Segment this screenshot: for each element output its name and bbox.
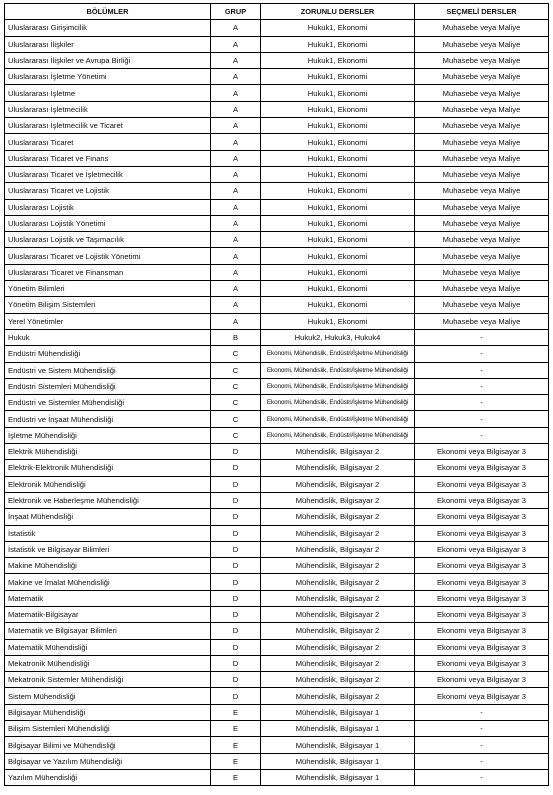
elective-courses-cell: -: [415, 329, 549, 345]
group-cell: E: [211, 721, 261, 737]
department-cell: Yönetim Bilişim Sistemleri: [5, 297, 211, 313]
department-cell: Matematik-Bilgisayar: [5, 606, 211, 622]
group-cell: D: [211, 655, 261, 671]
departments-table: [4, 3, 549, 786]
group-cell: A: [211, 183, 261, 199]
table-row: [5, 704, 549, 720]
department-cell: Uluslararası Ticaret: [5, 134, 211, 150]
group-cell: D: [211, 606, 261, 622]
required-courses-cell: Mühendislik, Bilgisayar 2: [261, 623, 415, 639]
elective-courses-cell: -: [415, 378, 549, 394]
department-cell: Uluslararası Ticaret ve Lojistik: [5, 183, 211, 199]
required-courses-cell: Mühendislik, Bilgisayar 2: [261, 590, 415, 606]
required-courses-cell: Mühendislik, Bilgisayar 1: [261, 721, 415, 737]
required-courses-cell: Hukuk1, Ekonomi: [261, 69, 415, 85]
table-row: [5, 69, 549, 85]
department-cell: Elektronik ve Haberleşme Mühendisliği: [5, 492, 211, 508]
group-cell: A: [211, 215, 261, 231]
elective-courses-cell: Ekonomi veya Bilgisayar 3: [415, 509, 549, 525]
required-courses-cell: Hukuk1, Ekonomi: [261, 199, 415, 215]
department-cell: Matematik: [5, 590, 211, 606]
group-cell: C: [211, 411, 261, 427]
required-courses-cell: Mühendislik, Bilgisayar 2: [261, 541, 415, 557]
table-row: [5, 639, 549, 655]
required-courses-cell: Mühendislik, Bilgisayar 2: [261, 509, 415, 525]
required-courses-cell: Hukuk1, Ekonomi: [261, 101, 415, 117]
group-cell: D: [211, 623, 261, 639]
elective-courses-cell: -: [415, 346, 549, 362]
required-courses-cell: Mühendislik, Bilgisayar 2: [261, 606, 415, 622]
group-cell: D: [211, 672, 261, 688]
elective-courses-cell: Muhasebe veya Maliye: [415, 248, 549, 264]
elective-courses-cell: Ekonomi veya Bilgisayar 3: [415, 672, 549, 688]
table-row: [5, 590, 549, 606]
department-cell: Elektrik-Elektronik Mühendisliği: [5, 460, 211, 476]
group-cell: D: [211, 558, 261, 574]
table-row: [5, 264, 549, 280]
table-row: [5, 101, 549, 117]
group-cell: A: [211, 166, 261, 182]
required-courses-cell: Hukuk1, Ekonomi: [261, 150, 415, 166]
elective-courses-cell: -: [415, 753, 549, 769]
table-row: [5, 558, 549, 574]
required-courses-cell: Ekonomi, Mühendislik, Endüstri/İşletme Mühendisliği: [261, 427, 415, 443]
table-row: [5, 427, 549, 443]
department-cell: Bilgisayar Mühendisliği: [5, 704, 211, 720]
required-courses-cell: Mühendislik, Bilgisayar 1: [261, 737, 415, 753]
required-courses-cell: Mühendislik, Bilgisayar 2: [261, 460, 415, 476]
department-cell: Bilişim Sistemleri Mühendisliği: [5, 721, 211, 737]
department-cell: Sistem Mühendisliği: [5, 688, 211, 704]
table-row: [5, 411, 549, 427]
elective-courses-cell: Ekonomi veya Bilgisayar 3: [415, 525, 549, 541]
department-cell: Endüstri Sistemleri Mühendisliği: [5, 378, 211, 394]
department-cell: Uluslararası Girişimcilik: [5, 20, 211, 36]
table-row: [5, 574, 549, 590]
department-cell: Hukuk: [5, 329, 211, 345]
table-row: [5, 52, 549, 68]
elective-courses-cell: Ekonomi veya Bilgisayar 3: [415, 574, 549, 590]
elective-courses-cell: Muhasebe veya Maliye: [415, 118, 549, 134]
group-cell: D: [211, 444, 261, 460]
table-row: [5, 769, 549, 785]
group-cell: A: [211, 150, 261, 166]
group-cell: D: [211, 460, 261, 476]
group-cell: A: [211, 313, 261, 329]
elective-courses-cell: Muhasebe veya Maliye: [415, 20, 549, 36]
required-courses-cell: Mühendislik, Bilgisayar 2: [261, 655, 415, 671]
group-cell: A: [211, 281, 261, 297]
elective-courses-cell: Muhasebe veya Maliye: [415, 232, 549, 248]
table-row: [5, 525, 549, 541]
table-body: [5, 20, 549, 786]
table-row: [5, 672, 549, 688]
elective-courses-cell: Ekonomi veya Bilgisayar 3: [415, 590, 549, 606]
table-row: [5, 248, 549, 264]
department-cell: Matematik ve Bilgisayar Bilimleri: [5, 623, 211, 639]
required-courses-cell: Ekonomi, Mühendislik, Endüstri/İşletme Mühendisliği: [261, 411, 415, 427]
table-row: [5, 655, 549, 671]
table-row: [5, 36, 549, 52]
required-courses-cell: Ekonomi, Mühendislik, Endüstri/İşletme Mühendisliği: [261, 362, 415, 378]
elective-courses-cell: Ekonomi veya Bilgisayar 3: [415, 444, 549, 460]
department-cell: Uluslararası İşletmecilik ve Ticaret: [5, 118, 211, 134]
group-cell: A: [211, 36, 261, 52]
department-cell: Bilgisayar Bilimi ve Mühendisliği: [5, 737, 211, 753]
required-courses-cell: Mühendislik, Bilgisayar 1: [261, 704, 415, 720]
department-cell: Uluslararası Ticaret ve Finans: [5, 150, 211, 166]
department-cell: Mekatronik Mühendisliği: [5, 655, 211, 671]
elective-courses-cell: Muhasebe veya Maliye: [415, 281, 549, 297]
group-cell: A: [211, 264, 261, 280]
department-cell: Makine ve İmalat Mühendisliği: [5, 574, 211, 590]
department-cell: Endüstri ve Sistemler Mühendisliği: [5, 395, 211, 411]
required-courses-cell: Mühendislik, Bilgisayar 2: [261, 476, 415, 492]
required-courses-cell: Ekonomi, Mühendislik, Endüstri/İşletme Mühendisliği: [261, 395, 415, 411]
table-row: [5, 688, 549, 704]
header-secmeli-dersler: SEÇMELİ DERSLER: [415, 4, 549, 20]
department-cell: Matematik Mühendisliği: [5, 639, 211, 655]
table-row: [5, 444, 549, 460]
department-cell: Yazılım Mühendisliği: [5, 769, 211, 785]
department-cell: Uluslararası Ticaret ve Finansman: [5, 264, 211, 280]
elective-courses-cell: Ekonomi veya Bilgisayar 3: [415, 688, 549, 704]
required-courses-cell: Mühendislik, Bilgisayar 2: [261, 688, 415, 704]
elective-courses-cell: Muhasebe veya Maliye: [415, 215, 549, 231]
group-cell: D: [211, 574, 261, 590]
department-cell: Yönetim Bilimleri: [5, 281, 211, 297]
table-row: [5, 346, 549, 362]
elective-courses-cell: Muhasebe veya Maliye: [415, 264, 549, 280]
table-row: [5, 215, 549, 231]
table-row: [5, 329, 549, 345]
department-cell: Uluslararası Lojistik ve Taşımacılık: [5, 232, 211, 248]
table-row: [5, 541, 549, 557]
header-grup: GRUP: [211, 4, 261, 20]
department-cell: Uluslararası İşletmecilik: [5, 101, 211, 117]
table-row: [5, 378, 549, 394]
group-cell: D: [211, 639, 261, 655]
department-cell: İnşaat Mühendisliği: [5, 509, 211, 525]
group-cell: D: [211, 509, 261, 525]
group-cell: A: [211, 101, 261, 117]
table-row: [5, 166, 549, 182]
table-row: [5, 281, 549, 297]
elective-courses-cell: -: [415, 769, 549, 785]
group-cell: A: [211, 85, 261, 101]
department-cell: Endüstri ve İnşaat Mühendisliği: [5, 411, 211, 427]
department-cell: Uluslararası Lojistik: [5, 199, 211, 215]
header-zorunlu-dersler: ZORUNLU DERSLER: [261, 4, 415, 20]
department-cell: Elektronik Mühendisliği: [5, 476, 211, 492]
document-page: [4, 3, 549, 786]
group-cell: A: [211, 52, 261, 68]
elective-courses-cell: -: [415, 362, 549, 378]
required-courses-cell: Hukuk1, Ekonomi: [261, 85, 415, 101]
required-courses-cell: Mühendislik, Bilgisayar 2: [261, 444, 415, 460]
elective-courses-cell: Muhasebe veya Maliye: [415, 150, 549, 166]
elective-courses-cell: -: [415, 427, 549, 443]
table-row: [5, 721, 549, 737]
elective-courses-cell: Muhasebe veya Maliye: [415, 313, 549, 329]
elective-courses-cell: Ekonomi veya Bilgisayar 3: [415, 639, 549, 655]
table-row: [5, 509, 549, 525]
elective-courses-cell: Muhasebe veya Maliye: [415, 166, 549, 182]
elective-courses-cell: Muhasebe veya Maliye: [415, 183, 549, 199]
group-cell: D: [211, 492, 261, 508]
elective-courses-cell: Ekonomi veya Bilgisayar 3: [415, 623, 549, 639]
department-cell: Bilgisayar ve Yazılım Mühendisliği: [5, 753, 211, 769]
table-row: [5, 118, 549, 134]
department-cell: Endüstri ve Sistem Mühendisliği: [5, 362, 211, 378]
department-cell: Makine Mühendisliği: [5, 558, 211, 574]
table-row: [5, 232, 549, 248]
group-cell: A: [211, 248, 261, 264]
table-row: [5, 623, 549, 639]
group-cell: C: [211, 378, 261, 394]
table-row: [5, 460, 549, 476]
group-cell: D: [211, 525, 261, 541]
group-cell: E: [211, 704, 261, 720]
group-cell: A: [211, 118, 261, 134]
required-courses-cell: Hukuk1, Ekonomi: [261, 183, 415, 199]
table-row: [5, 134, 549, 150]
required-courses-cell: Ekonomi, Mühendislik, Endüstri/İşletme Mühendisliği: [261, 378, 415, 394]
elective-courses-cell: Muhasebe veya Maliye: [415, 69, 549, 85]
table-row: [5, 606, 549, 622]
group-cell: D: [211, 476, 261, 492]
group-cell: E: [211, 737, 261, 753]
group-cell: C: [211, 362, 261, 378]
required-courses-cell: Hukuk1, Ekonomi: [261, 264, 415, 280]
department-cell: Uluslararası İlişkiler ve Avrupa Birliği: [5, 52, 211, 68]
required-courses-cell: Hukuk1, Ekonomi: [261, 313, 415, 329]
table-row: [5, 183, 549, 199]
required-courses-cell: Mühendislik, Bilgisayar 2: [261, 492, 415, 508]
elective-courses-cell: Muhasebe veya Maliye: [415, 199, 549, 215]
group-cell: D: [211, 688, 261, 704]
required-courses-cell: Hukuk2, Hukuk3, Hukuk4: [261, 329, 415, 345]
required-courses-cell: Hukuk1, Ekonomi: [261, 281, 415, 297]
group-cell: A: [211, 199, 261, 215]
department-cell: Uluslararası İşletme: [5, 85, 211, 101]
required-courses-cell: Hukuk1, Ekonomi: [261, 36, 415, 52]
group-cell: D: [211, 541, 261, 557]
required-courses-cell: Mühendislik, Bilgisayar 1: [261, 753, 415, 769]
department-cell: Uluslararası İlişkiler: [5, 36, 211, 52]
elective-courses-cell: Ekonomi veya Bilgisayar 3: [415, 460, 549, 476]
table-row: [5, 737, 549, 753]
required-courses-cell: Hukuk1, Ekonomi: [261, 232, 415, 248]
elective-courses-cell: -: [415, 737, 549, 753]
department-cell: Uluslararası Lojistik Yönetimi: [5, 215, 211, 231]
elective-courses-cell: Ekonomi veya Bilgisayar 3: [415, 476, 549, 492]
table-row: [5, 150, 549, 166]
table-row: [5, 20, 549, 36]
group-cell: C: [211, 395, 261, 411]
group-cell: A: [211, 297, 261, 313]
required-courses-cell: Hukuk1, Ekonomi: [261, 248, 415, 264]
required-courses-cell: Mühendislik, Bilgisayar 2: [261, 525, 415, 541]
table-row: [5, 476, 549, 492]
required-courses-cell: Hukuk1, Ekonomi: [261, 20, 415, 36]
department-cell: Uluslararası Ticaret ve İşletmecilik: [5, 166, 211, 182]
group-cell: D: [211, 590, 261, 606]
table-row: [5, 199, 549, 215]
table-row: [5, 492, 549, 508]
elective-courses-cell: Ekonomi veya Bilgisayar 3: [415, 541, 549, 557]
elective-courses-cell: -: [415, 704, 549, 720]
group-cell: A: [211, 134, 261, 150]
group-cell: E: [211, 769, 261, 785]
elective-courses-cell: Muhasebe veya Maliye: [415, 52, 549, 68]
elective-courses-cell: -: [415, 411, 549, 427]
required-courses-cell: Mühendislik, Bilgisayar 1: [261, 769, 415, 785]
group-cell: C: [211, 427, 261, 443]
table-row: [5, 313, 549, 329]
required-courses-cell: Hukuk1, Ekonomi: [261, 297, 415, 313]
required-courses-cell: Hukuk1, Ekonomi: [261, 215, 415, 231]
elective-courses-cell: Ekonomi veya Bilgisayar 3: [415, 655, 549, 671]
table-row: [5, 753, 549, 769]
elective-courses-cell: Ekonomi veya Bilgisayar 3: [415, 606, 549, 622]
department-cell: İstatistik: [5, 525, 211, 541]
required-courses-cell: Hukuk1, Ekonomi: [261, 134, 415, 150]
group-cell: A: [211, 20, 261, 36]
table-row: [5, 395, 549, 411]
elective-courses-cell: Muhasebe veya Maliye: [415, 297, 549, 313]
required-courses-cell: Hukuk1, Ekonomi: [261, 166, 415, 182]
elective-courses-cell: Muhasebe veya Maliye: [415, 85, 549, 101]
elective-courses-cell: Muhasebe veya Maliye: [415, 36, 549, 52]
department-cell: Mekatronik Sistemler Mühendisliği: [5, 672, 211, 688]
department-cell: İstatistik ve Bilgisayar Bilimleri: [5, 541, 211, 557]
elective-courses-cell: Muhasebe veya Maliye: [415, 134, 549, 150]
department-cell: İşletme Mühendisliği: [5, 427, 211, 443]
table-row: [5, 362, 549, 378]
required-courses-cell: Hukuk1, Ekonomi: [261, 118, 415, 134]
group-cell: B: [211, 329, 261, 345]
required-courses-cell: Hukuk1, Ekonomi: [261, 52, 415, 68]
header-row: [5, 4, 549, 20]
elective-courses-cell: Muhasebe veya Maliye: [415, 101, 549, 117]
required-courses-cell: Mühendislik, Bilgisayar 2: [261, 558, 415, 574]
department-cell: Uluslararası Ticaret ve Lojistik Yönetimi: [5, 248, 211, 264]
elective-courses-cell: -: [415, 721, 549, 737]
table-row: [5, 85, 549, 101]
required-courses-cell: Mühendislik, Bilgisayar 2: [261, 574, 415, 590]
required-courses-cell: Mühendislik, Bilgisayar 2: [261, 639, 415, 655]
group-cell: A: [211, 69, 261, 85]
header-bolumler: BÖLÜMLER: [5, 4, 211, 20]
group-cell: C: [211, 346, 261, 362]
group-cell: E: [211, 753, 261, 769]
table-row: [5, 297, 549, 313]
department-cell: Yerel Yönetimler: [5, 313, 211, 329]
department-cell: Elektrik Mühendisliği: [5, 444, 211, 460]
required-courses-cell: Ekonomi, Mühendislik, Endüstri/İşletme Mühendisliği: [261, 346, 415, 362]
elective-courses-cell: Ekonomi veya Bilgisayar 3: [415, 558, 549, 574]
department-cell: Uluslararası İşletme Yönetimi: [5, 69, 211, 85]
elective-courses-cell: -: [415, 395, 549, 411]
department-cell: Endüstri Mühendisliği: [5, 346, 211, 362]
group-cell: A: [211, 232, 261, 248]
required-courses-cell: Mühendislik, Bilgisayar 2: [261, 672, 415, 688]
elective-courses-cell: Ekonomi veya Bilgisayar 3: [415, 492, 549, 508]
table-header: [5, 4, 549, 20]
